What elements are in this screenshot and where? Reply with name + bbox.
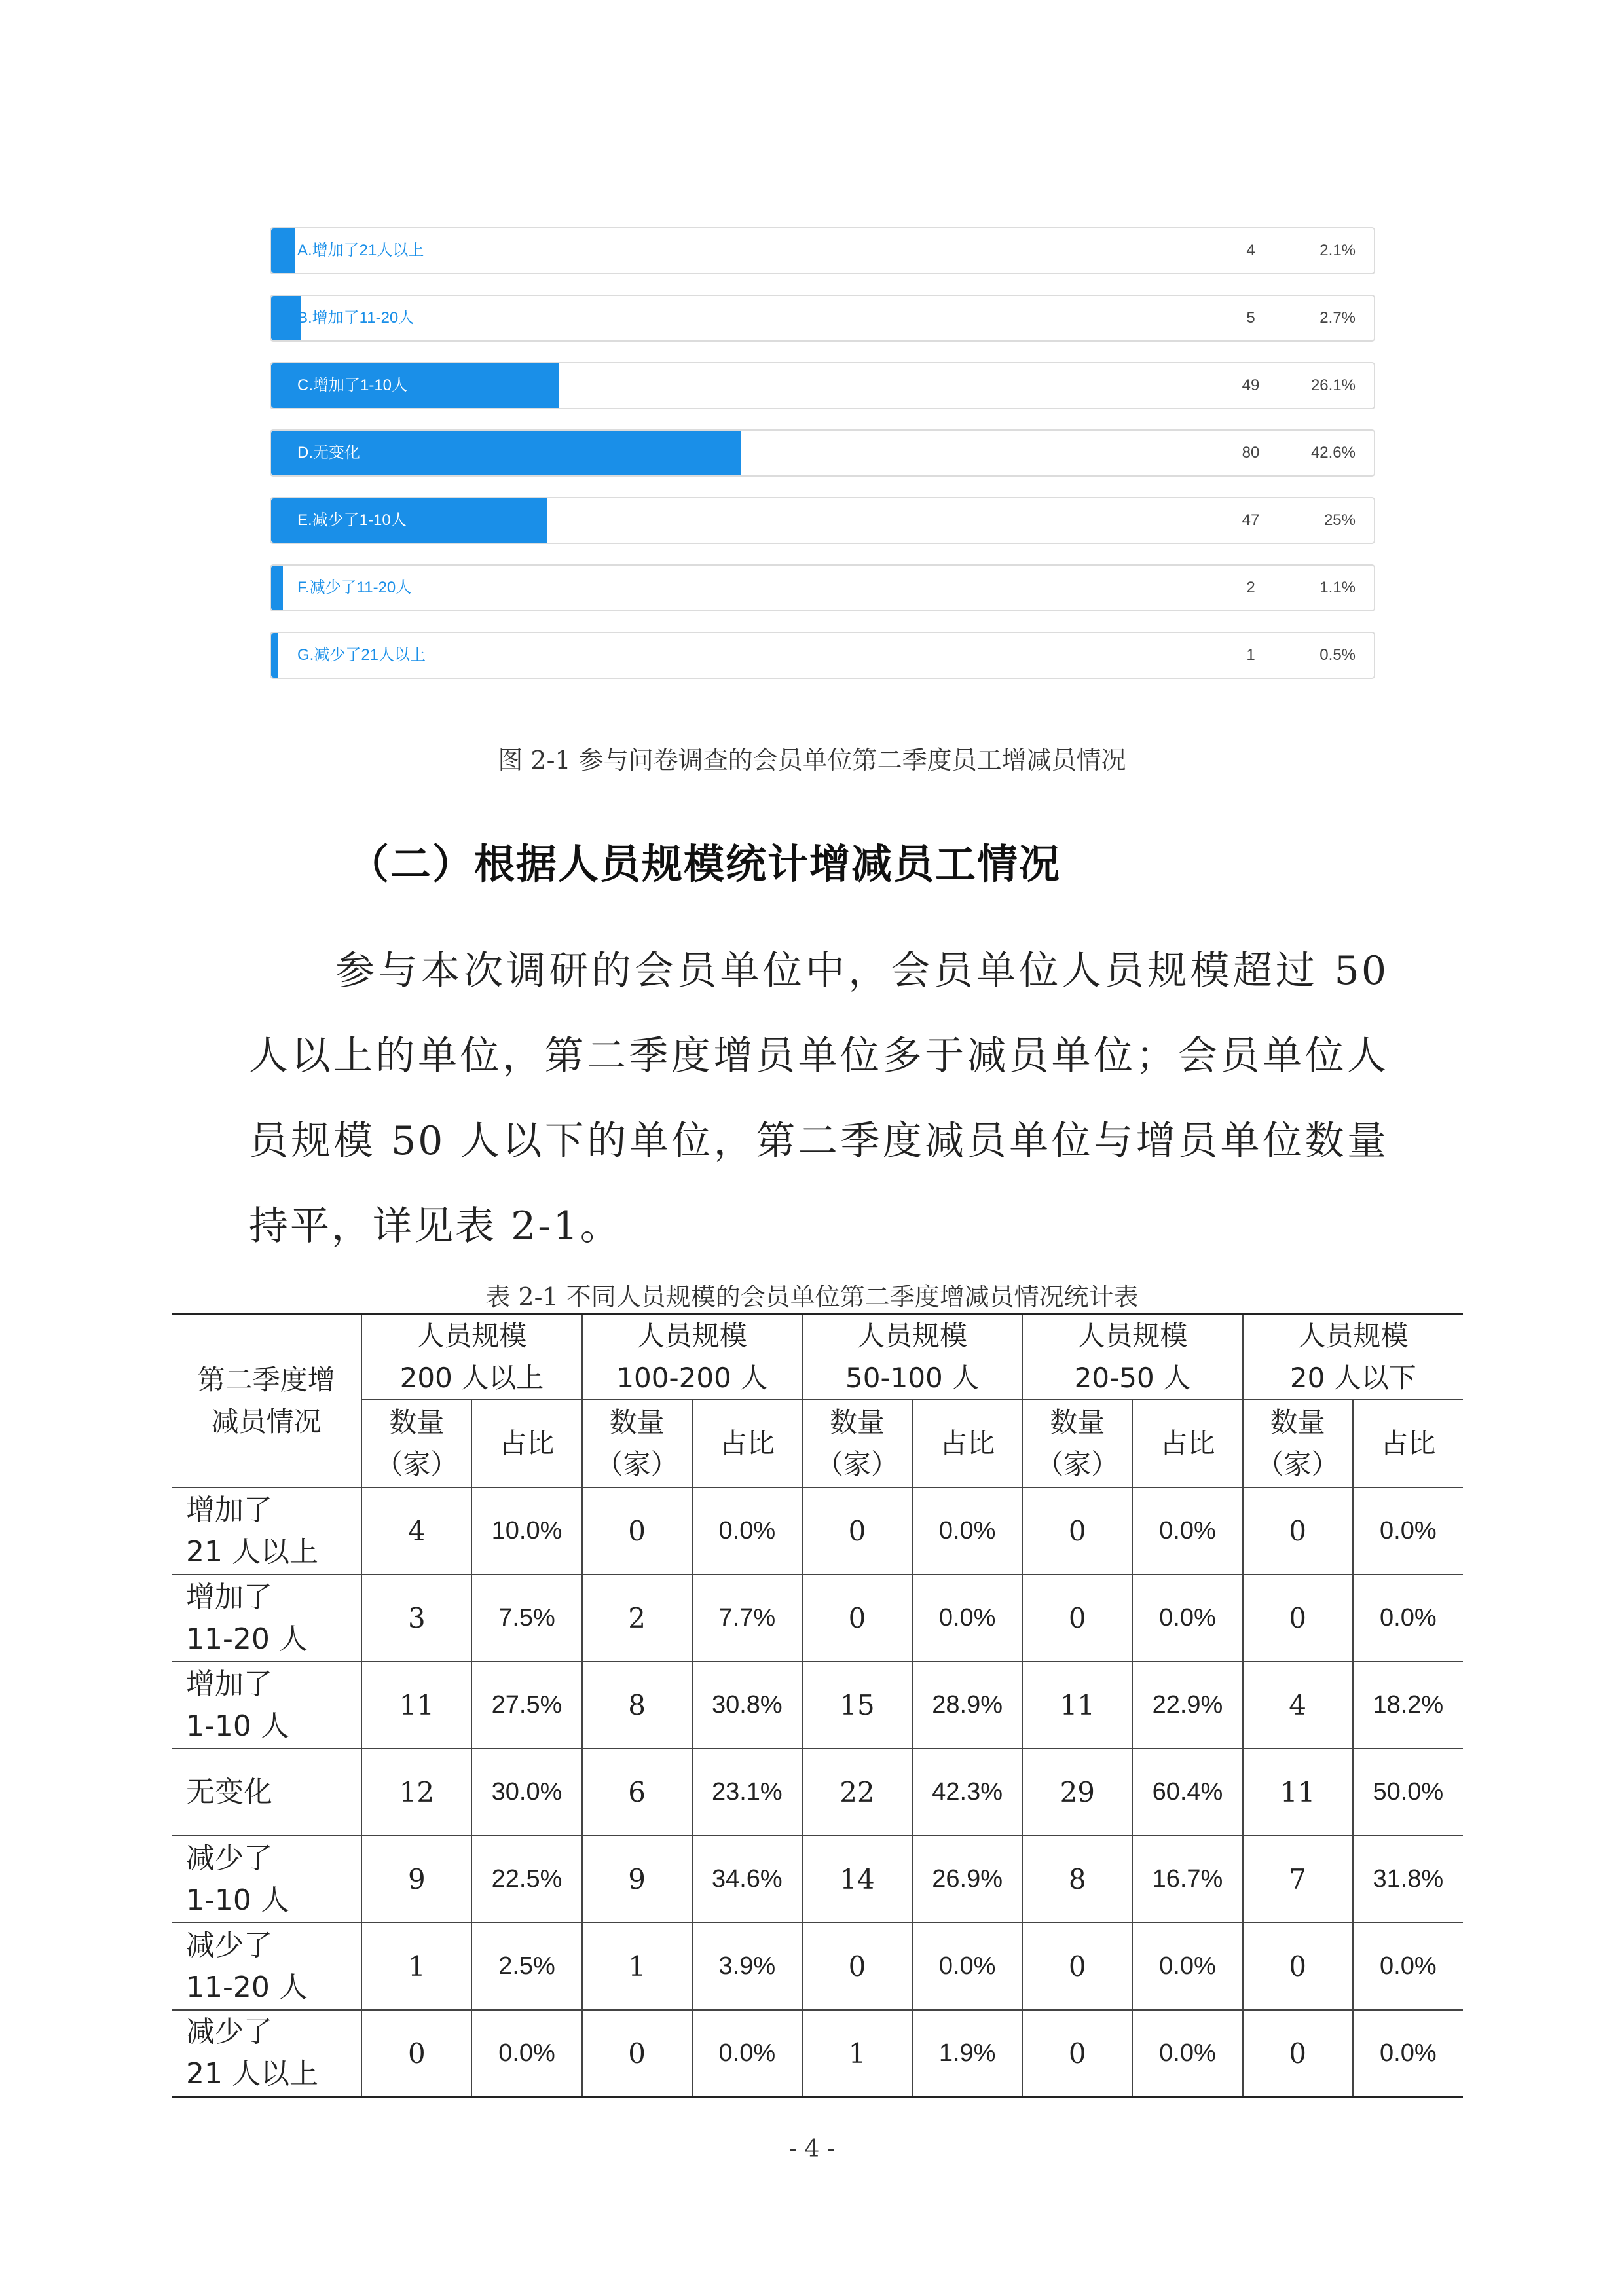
table-row bbox=[172, 1487, 1463, 1575]
cell-line: （家） bbox=[1256, 1448, 1339, 1480]
cell-line: 1-10 人 bbox=[186, 1709, 289, 1743]
row-label-cell bbox=[172, 2010, 361, 2097]
count-cell: 11 bbox=[1022, 1662, 1132, 1749]
cell-line: 人员规模 bbox=[416, 1320, 527, 1352]
cell-line: 50-100 人 bbox=[845, 1362, 980, 1394]
count-cell: 0 bbox=[1022, 1575, 1132, 1662]
percent-cell: 23.1% bbox=[692, 1749, 802, 1836]
count-cell: 14 bbox=[802, 1836, 912, 1923]
count-cell: 0 bbox=[1022, 1487, 1132, 1575]
count-cell: 0 bbox=[802, 1487, 912, 1575]
table-header-row bbox=[172, 1315, 1463, 1400]
cell-line: 11-20 人 bbox=[186, 1970, 308, 2004]
percent-subheader-cell: 占比 bbox=[1353, 1400, 1463, 1487]
cell-line: （家） bbox=[1036, 1448, 1119, 1480]
table-row bbox=[172, 1923, 1463, 2010]
cell-line: 数量 bbox=[1270, 1406, 1325, 1438]
cell-line: 1-10 人 bbox=[186, 1883, 289, 1917]
percent-cell: 0.0% bbox=[912, 1923, 1022, 2010]
cell-line: 第二季度增 bbox=[197, 1364, 335, 1396]
count-cell: 0 bbox=[1243, 1487, 1353, 1575]
percent-cell: 16.7% bbox=[1132, 1836, 1242, 1923]
percent-cell: 0.0% bbox=[1353, 1923, 1463, 2010]
count-cell: 0 bbox=[1243, 2010, 1353, 2097]
percent-subheader-cell: 占比 bbox=[471, 1400, 581, 1487]
count-cell: 8 bbox=[582, 1662, 692, 1749]
cell-line: 人员规模 bbox=[1298, 1320, 1409, 1352]
bar-row bbox=[270, 227, 1375, 274]
cell-line: 200 人以上 bbox=[399, 1362, 544, 1394]
count-cell: 15 bbox=[802, 1662, 912, 1749]
bar-count-label: 49 bbox=[1242, 376, 1260, 394]
count-cell: 4 bbox=[1243, 1662, 1353, 1749]
cell-line: 100-200 人 bbox=[616, 1362, 768, 1394]
bar-label: D.无变化 bbox=[297, 444, 360, 462]
row-label-cell bbox=[172, 1487, 361, 1575]
count-cell: 1 bbox=[582, 1923, 692, 2010]
count-subheader-cell bbox=[361, 1400, 471, 1487]
percent-cell: 10.0% bbox=[471, 1487, 581, 1575]
cell-line: 数量 bbox=[1050, 1406, 1105, 1438]
bar-label: F.减少了11-20人 bbox=[297, 579, 412, 596]
percent-cell: 0.0% bbox=[1353, 1487, 1463, 1575]
count-cell: 9 bbox=[361, 1836, 471, 1923]
percent-cell: 22.9% bbox=[1132, 1662, 1242, 1749]
table-row bbox=[172, 1575, 1463, 1662]
count-subheader-cell bbox=[582, 1400, 692, 1487]
bar-label: C.增加了1-10人 bbox=[297, 376, 408, 394]
percent-subheader-cell: 占比 bbox=[692, 1400, 802, 1487]
row-label-cell bbox=[172, 1662, 361, 1749]
percent-cell: 3.9% bbox=[692, 1923, 802, 2010]
percent-cell: 2.5% bbox=[471, 1923, 581, 2010]
cell-line: 数量 bbox=[609, 1406, 665, 1438]
percent-cell: 27.5% bbox=[471, 1662, 581, 1749]
count-cell: 12 bbox=[361, 1749, 471, 1836]
table-subheader-row bbox=[172, 1400, 1463, 1487]
percent-cell: 50.0% bbox=[1353, 1749, 1463, 1836]
statistics-table bbox=[172, 1313, 1463, 2098]
cell-line: 人员规模 bbox=[1077, 1320, 1188, 1352]
percent-cell: 0.0% bbox=[692, 2010, 802, 2097]
cell-line: 减少了 bbox=[186, 1841, 272, 1875]
bar-fill bbox=[271, 633, 278, 678]
cell-line: 减少了 bbox=[186, 1928, 272, 1962]
figure-caption: 图 2-1 参与问卷调查的会员单位第二季度员工增减员情况 bbox=[498, 746, 1126, 774]
table-row bbox=[172, 2010, 1463, 2097]
count-cell: 0 bbox=[802, 1923, 912, 2010]
page-number: - 4 - bbox=[788, 2136, 836, 2162]
cell-line: 数量 bbox=[389, 1406, 445, 1438]
group-header-cell bbox=[361, 1315, 581, 1400]
bar-count-label: 1 bbox=[1246, 646, 1255, 664]
row-label-cell bbox=[172, 1575, 361, 1662]
percent-cell: 0.0% bbox=[1353, 2010, 1463, 2097]
percent-cell: 60.4% bbox=[1132, 1749, 1242, 1836]
bar-percent-label: 1.1% bbox=[1320, 579, 1356, 596]
bar-percent-label: 42.6% bbox=[1310, 444, 1356, 462]
percent-cell: 28.9% bbox=[912, 1662, 1022, 1749]
percent-cell: 7.5% bbox=[471, 1575, 581, 1662]
cell-line: 21 人以上 bbox=[186, 1535, 318, 1569]
bar-percent-label: 26.1% bbox=[1310, 376, 1356, 394]
cell-line: 增加了 bbox=[186, 1667, 272, 1701]
percent-subheader-cell: 占比 bbox=[912, 1400, 1022, 1487]
count-subheader-cell bbox=[1022, 1400, 1132, 1487]
cell-line: 减员情况 bbox=[211, 1406, 322, 1438]
count-cell: 0 bbox=[361, 2010, 471, 2097]
count-cell: 0 bbox=[1022, 2010, 1132, 2097]
percent-subheader-cell: 占比 bbox=[1132, 1400, 1242, 1487]
bar-count-label: 5 bbox=[1246, 309, 1255, 327]
bar-percent-label: 0.5% bbox=[1320, 646, 1356, 664]
cell-line: 20-50 人 bbox=[1074, 1362, 1191, 1394]
cell-line: 21 人以上 bbox=[186, 2057, 318, 2091]
section-heading: （二）根据人员规模统计增减员工情况 bbox=[348, 840, 1061, 888]
count-cell: 0 bbox=[802, 1575, 912, 1662]
percent-cell: 0.0% bbox=[1132, 1923, 1242, 2010]
count-cell: 8 bbox=[1022, 1836, 1132, 1923]
bar-fill bbox=[271, 566, 283, 610]
percent-cell: 0.0% bbox=[1132, 1575, 1242, 1662]
count-subheader-cell bbox=[802, 1400, 912, 1487]
count-cell: 29 bbox=[1022, 1749, 1132, 1836]
bar-row bbox=[270, 429, 1375, 477]
survey-bar-chart bbox=[270, 227, 1375, 699]
bar-percent-label: 25% bbox=[1323, 511, 1356, 529]
bar-count-label: 2 bbox=[1246, 579, 1255, 596]
body-paragraph: 参与本次调研的会员单位中，会员单位人员规模超过 50 人以上的单位，第二季度增员单位多于减员单位；会员单位人员规模 50 人以下的单位，第二季度减员单位与增员单位数量持平，详见表 2-1。 bbox=[249, 948, 1388, 1249]
cell-line: 20 人以下 bbox=[1289, 1362, 1416, 1394]
count-cell: 0 bbox=[582, 1487, 692, 1575]
count-cell: 11 bbox=[1243, 1749, 1353, 1836]
percent-cell: 0.0% bbox=[1353, 1575, 1463, 1662]
percent-cell: 0.0% bbox=[692, 1487, 802, 1575]
count-cell: 4 bbox=[361, 1487, 471, 1575]
row-label-cell bbox=[172, 1749, 361, 1836]
count-cell: 22 bbox=[802, 1749, 912, 1836]
percent-cell: 0.0% bbox=[912, 1487, 1022, 1575]
table-row bbox=[172, 1836, 1463, 1923]
count-subheader-cell bbox=[1243, 1400, 1353, 1487]
percent-cell: 34.6% bbox=[692, 1836, 802, 1923]
group-header-cell bbox=[1243, 1315, 1463, 1400]
bar-count-label: 47 bbox=[1242, 511, 1260, 529]
percent-cell: 18.2% bbox=[1353, 1662, 1463, 1749]
count-cell: 1 bbox=[802, 2010, 912, 2097]
percent-cell: 30.0% bbox=[471, 1749, 581, 1836]
cell-line: 11-20 人 bbox=[186, 1622, 308, 1656]
count-cell: 0 bbox=[1243, 1575, 1353, 1662]
bar-label: E.减少了1-10人 bbox=[297, 511, 407, 529]
cell-line: （家） bbox=[815, 1448, 898, 1480]
cell-line: 人员规模 bbox=[857, 1320, 968, 1352]
percent-cell: 0.0% bbox=[1132, 2010, 1242, 2097]
table-caption: 表 2-1 不同人员规模的会员单位第二季度增减员情况统计表 bbox=[485, 1283, 1139, 1311]
group-header-cell bbox=[582, 1315, 802, 1400]
bar-percent-label: 2.1% bbox=[1320, 242, 1356, 259]
percent-cell: 1.9% bbox=[912, 2010, 1022, 2097]
cell-line: 减少了 bbox=[186, 2015, 272, 2049]
cell-line: 增加了 bbox=[186, 1580, 272, 1614]
bar-label: G.减少了21人以上 bbox=[297, 646, 426, 664]
percent-cell: 7.7% bbox=[692, 1575, 802, 1662]
percent-cell: 42.3% bbox=[912, 1749, 1022, 1836]
bar-row bbox=[270, 564, 1375, 611]
count-cell: 7 bbox=[1243, 1836, 1353, 1923]
percent-cell: 0.0% bbox=[471, 2010, 581, 2097]
cell-line: 数量 bbox=[829, 1406, 885, 1438]
cell-line: 增加了 bbox=[186, 1493, 272, 1527]
bar-label: B.增加了11-20人 bbox=[297, 309, 415, 327]
bar-row bbox=[270, 497, 1375, 544]
row-label-cell bbox=[172, 1836, 361, 1923]
cell-line: （家） bbox=[375, 1448, 458, 1480]
count-cell: 11 bbox=[361, 1662, 471, 1749]
corner-header-cell bbox=[172, 1315, 361, 1488]
bar-row bbox=[270, 632, 1375, 679]
count-cell: 1 bbox=[361, 1923, 471, 2010]
count-cell: 9 bbox=[582, 1836, 692, 1923]
cell-line: 人员规模 bbox=[637, 1320, 747, 1352]
group-header-cell bbox=[802, 1315, 1022, 1400]
percent-cell: 0.0% bbox=[1132, 1487, 1242, 1575]
count-cell: 0 bbox=[1022, 1923, 1132, 2010]
percent-cell: 26.9% bbox=[912, 1836, 1022, 1923]
bar-row bbox=[270, 295, 1375, 342]
group-header-cell bbox=[1022, 1315, 1242, 1400]
percent-cell: 22.5% bbox=[471, 1836, 581, 1923]
table-row bbox=[172, 1749, 1463, 1836]
bar-label: A.增加了21人以上 bbox=[297, 242, 424, 259]
bar-percent-label: 2.7% bbox=[1320, 309, 1356, 327]
bar-count-label: 80 bbox=[1242, 444, 1260, 462]
count-cell: 0 bbox=[1243, 1923, 1353, 2010]
count-cell: 6 bbox=[582, 1749, 692, 1836]
bar-count-label: 4 bbox=[1246, 242, 1255, 259]
row-label-cell bbox=[172, 1923, 361, 2010]
cell-line: （家） bbox=[595, 1448, 678, 1480]
table-row bbox=[172, 1662, 1463, 1749]
percent-cell: 30.8% bbox=[692, 1662, 802, 1749]
count-cell: 3 bbox=[361, 1575, 471, 1662]
count-cell: 0 bbox=[582, 2010, 692, 2097]
cell-line: 无变化 bbox=[186, 1775, 272, 1809]
percent-cell: 0.0% bbox=[912, 1575, 1022, 1662]
bar-fill bbox=[271, 228, 295, 273]
bar-fill bbox=[271, 296, 301, 340]
count-cell: 2 bbox=[582, 1575, 692, 1662]
bar-row bbox=[270, 362, 1375, 409]
percent-cell: 31.8% bbox=[1353, 1836, 1463, 1923]
